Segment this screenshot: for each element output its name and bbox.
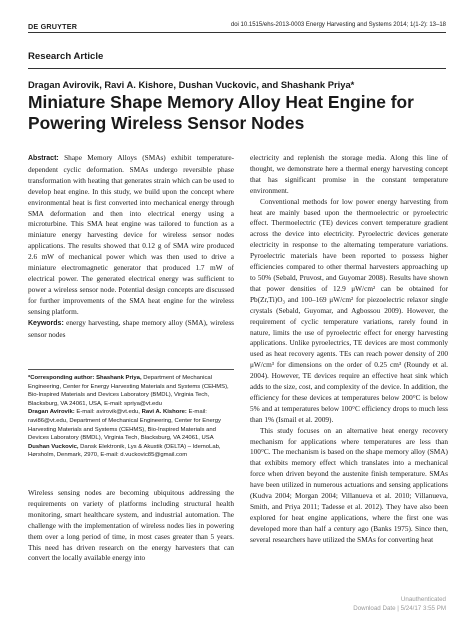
author-affiliations bbox=[28, 374, 234, 460]
affiliation-entry bbox=[28, 408, 234, 442]
affiliation-text: Department of Mechanical Engineering, Center for Energy Harvesting Materials and Systems (CEHMS), Bio-Inspired Materials and Devices Laboratory (BMDL), Virginia Tech, Blacksburg, VA 24061, USA, E-mail: spriya@vt.edu bbox=[28, 375, 229, 407]
right-column bbox=[250, 153, 448, 546]
intro-paragraph: Wireless sensing nodes are becoming ubiquitous addressing the requirements on variety of platforms including structural health monitoring, smart healthcare system, and industrial automation. The challenge with the implementation of wireless nodes lies in powering them over a long period of time, in most cases greater than 5 years. This need has driven research on the energy harvesters that can convert the locally available energy into bbox=[28, 488, 234, 563]
header-rule bbox=[28, 32, 446, 33]
body-paragraph: Conventional methods for low power energy harvesting from heat are mainly based upon the thermoelectric or pyroelectric effect. Thermoelectric (TE) devices convert temperature gradient across the device into electricity. Pyroelectric devices generate electricity in response to the alternating temperature variations. Pyroelectric materials have been reported to possess higher efficiencies compared to other thermal harvesters approaching up to 50% (Sebald, Pruvost, and Guyomar 2008). Results have shown that power densities of 12.9 μW/cm² can be obtained for Pb(Zr,Ti)O₃ and 100–169 μW/cm² for piezoelectric relaxor single crystals (Sebald, Guyomar, and Agbossou 2009). However, the requirement of cyclic temperature variations, rarely found in nature, limits the use of pyroelectric effect for energy harvesting applications. Unlike pyroelectrics, TE devices are most commonly used as heat recovery agents. TEs can reach power density of 200 μW/cm³ for dimensions on the order of 0.25 cm³ (Roundy et al. 2004). However, TE devices require an effective heat sink which adds to the size, cost, and complexity of the device. In addition, the efficiency for these devices at temperatures below 200°C is below 5% and at temperatures below 100°C efficiency drops to much less than 1% (Ismail et al. 2009). bbox=[250, 196, 448, 424]
abstract-text: Shape Memory Alloys (SMAs) exhibit temperature-dependent cyclic deformation. SMAs undergo reversible phase transformation with heating that generates strain which can be used to develop heat engine. In this study, we build upon the concept where environmental heat is first converted into mechanical energy through SMA deformation and then into electrical energy using a microturbine. This SMA heat engine was tailored to function as a miniature energy harvesting device for wireless sensor nodes applications. The results showed that 0.12 g of SMA wire produced 2.6 mW of mechanical power which was then used to drive a miniature electromagnetic generator that produced 1.7 mW of electrical power. The generated electrical energy was sufficient to power a wireless sensor node. Potential design concepts are discussed for further improvements of the SMA heat engine for the wireless sensing platform. bbox=[28, 153, 234, 316]
abstract-label: Abstract: bbox=[28, 155, 59, 162]
keywords-text: energy harvesting, shape memory alloy (SMA), wireless sensor nodes bbox=[28, 317, 234, 339]
download-stamp bbox=[353, 596, 446, 613]
affiliation-text: E-mail: ravi86@vt.edu, Department of Mechanical Engineering, Center for Energy Harvesting Materials and Systems (CEHMS), Bio-Inspired Materials and Devices Laboratory (BMDL), Virginia Tech, Blacksburg, VA 24061, USA bbox=[28, 409, 221, 442]
keywords-label: Keywords: bbox=[28, 319, 64, 327]
affiliation-name: Ravi A. Kishore: bbox=[141, 409, 187, 416]
stamp-line: Download Date | 5/24/17 3:55 PM bbox=[353, 604, 446, 612]
paper-title: Miniature Shape Memory Alloy Heat Engine for Powering Wireless Sensor Nodes bbox=[28, 92, 414, 133]
author-list: Dragan Avirovik, Ravi A. Kishore, Dushan Vuckovic, and Shashank Priya* bbox=[28, 79, 355, 90]
affiliation-text: Dansk Elektronik, Lys & Akustik (DELTA) – IdemoLab, Hørsholm, Denmark, 2970, E-mail: d.vuckovic85@gmail.com bbox=[28, 443, 221, 459]
publisher-name: DE GRUYTER bbox=[28, 22, 78, 31]
affiliation-entry bbox=[28, 443, 234, 460]
affiliation-name: Dushan Vuckovic, bbox=[28, 443, 79, 450]
keywords bbox=[28, 318, 234, 341]
body-paragraph: This study focuses on an alternative heat energy recovery mechanism for applications where temperatures are less than 100°C. The mechanism is based on the shape memory alloy (SMA) that exhibits memory effect which translates into a mechanical force when driven beyond the austenite finish temperature. SMAs have been utilized in numerous actuations and sensing applications (Kudva 2004; Morgan 2004; Villanueva et al. 2010; Villanueva, Smith, and Priya 2011; Tadesse et al. 2012). They have also been explored for heat engine applications, where the first one was developed more than half a century ago (Banks 1975). Since then, several researchers have utilized the SMAs for converting heat bbox=[250, 425, 448, 544]
stamp-line: Unauthenticated bbox=[400, 596, 446, 603]
affiliation-name: Dragan Avirovik: bbox=[28, 409, 75, 416]
body-paragraph: electricity and replenish the storage media. Along this line of thought, we demonstrate here a thermal energy harvesting concept that has significant promise in the constant temperature environment. bbox=[250, 153, 448, 195]
article-type: Research Article bbox=[28, 51, 104, 62]
section-rule bbox=[28, 68, 446, 69]
abstract bbox=[28, 153, 234, 318]
left-column-top bbox=[28, 153, 234, 340]
affiliation-text: E-mail: avirovik@vt.edu, bbox=[76, 409, 140, 416]
affiliation-name: *Corresponding author: Shashank Priya, bbox=[28, 375, 142, 381]
footnote-rule bbox=[28, 369, 234, 370]
journal-citation: doi 10.1515/ehs-2013-0003 Energy Harvesting and Systems 2014; 1(1-2): 13–18 bbox=[230, 22, 446, 28]
left-column-intro bbox=[28, 488, 234, 564]
affiliation-entry bbox=[28, 374, 234, 408]
